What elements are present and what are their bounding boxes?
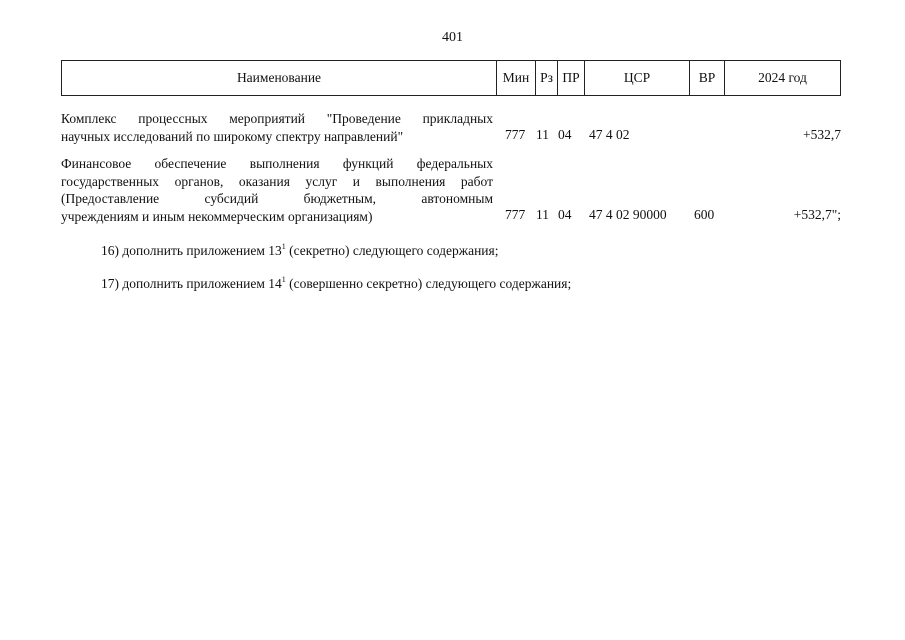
row-pr: 04 (558, 127, 572, 142)
row-name-line: научных исследований по широкому спектру направлений" (61, 128, 404, 144)
row-csr: 47 4 02 (589, 127, 630, 142)
paragraph-17 (101, 275, 571, 292)
paragraph-text: (секретно) следующего содержания; (285, 243, 499, 258)
table-row (61, 155, 841, 227)
row-year: +532,7 (803, 127, 841, 142)
row-year: +532,7"; (793, 207, 841, 222)
row-rz: 11 (536, 207, 549, 222)
header-name: Наименование (236, 70, 322, 85)
row-name-line: Финансовое обеспечение выполнения функций федеральных (61, 156, 493, 171)
header-year: 2024 год (724, 61, 840, 95)
table-header (61, 60, 841, 96)
header-vr: ВР (689, 61, 724, 95)
row-name (61, 155, 493, 225)
header-rz: Рз (535, 61, 557, 95)
row-pr: 04 (558, 207, 572, 222)
header-csr: ЦСР (584, 61, 689, 95)
header-pr: ПР (557, 61, 584, 95)
row-min: 777 (505, 127, 526, 142)
row-name (61, 110, 493, 145)
table-row (61, 110, 841, 146)
paragraph-text: 17) дополнить приложением 14 (101, 276, 282, 291)
paragraph-text: (совершенно секретно) следующего содержания; (285, 276, 572, 291)
paragraph-superscript: 1 (281, 275, 286, 284)
row-vr: 600 (694, 207, 715, 222)
row-csr: 47 4 02 90000 (589, 207, 667, 222)
paragraph-superscript: 1 (281, 242, 286, 251)
page-number: 401 (442, 30, 463, 45)
paragraph-text: 16) дополнить приложением 13 (101, 243, 282, 258)
header-min: Мин (496, 61, 535, 95)
row-rz: 11 (536, 127, 549, 142)
row-name-line: (Предоставление субсидий бюджетным, автономным (61, 191, 493, 206)
row-name-line: Комплекс процессных мероприятий "Проведение прикладных (61, 111, 493, 126)
row-min: 777 (505, 207, 526, 222)
paragraph-16 (101, 242, 498, 259)
row-name-line: учреждениям и иным некоммерческим организациям) (61, 208, 373, 224)
row-name-line: государственных органов, оказания услуг и выполнения работ (61, 173, 493, 189)
